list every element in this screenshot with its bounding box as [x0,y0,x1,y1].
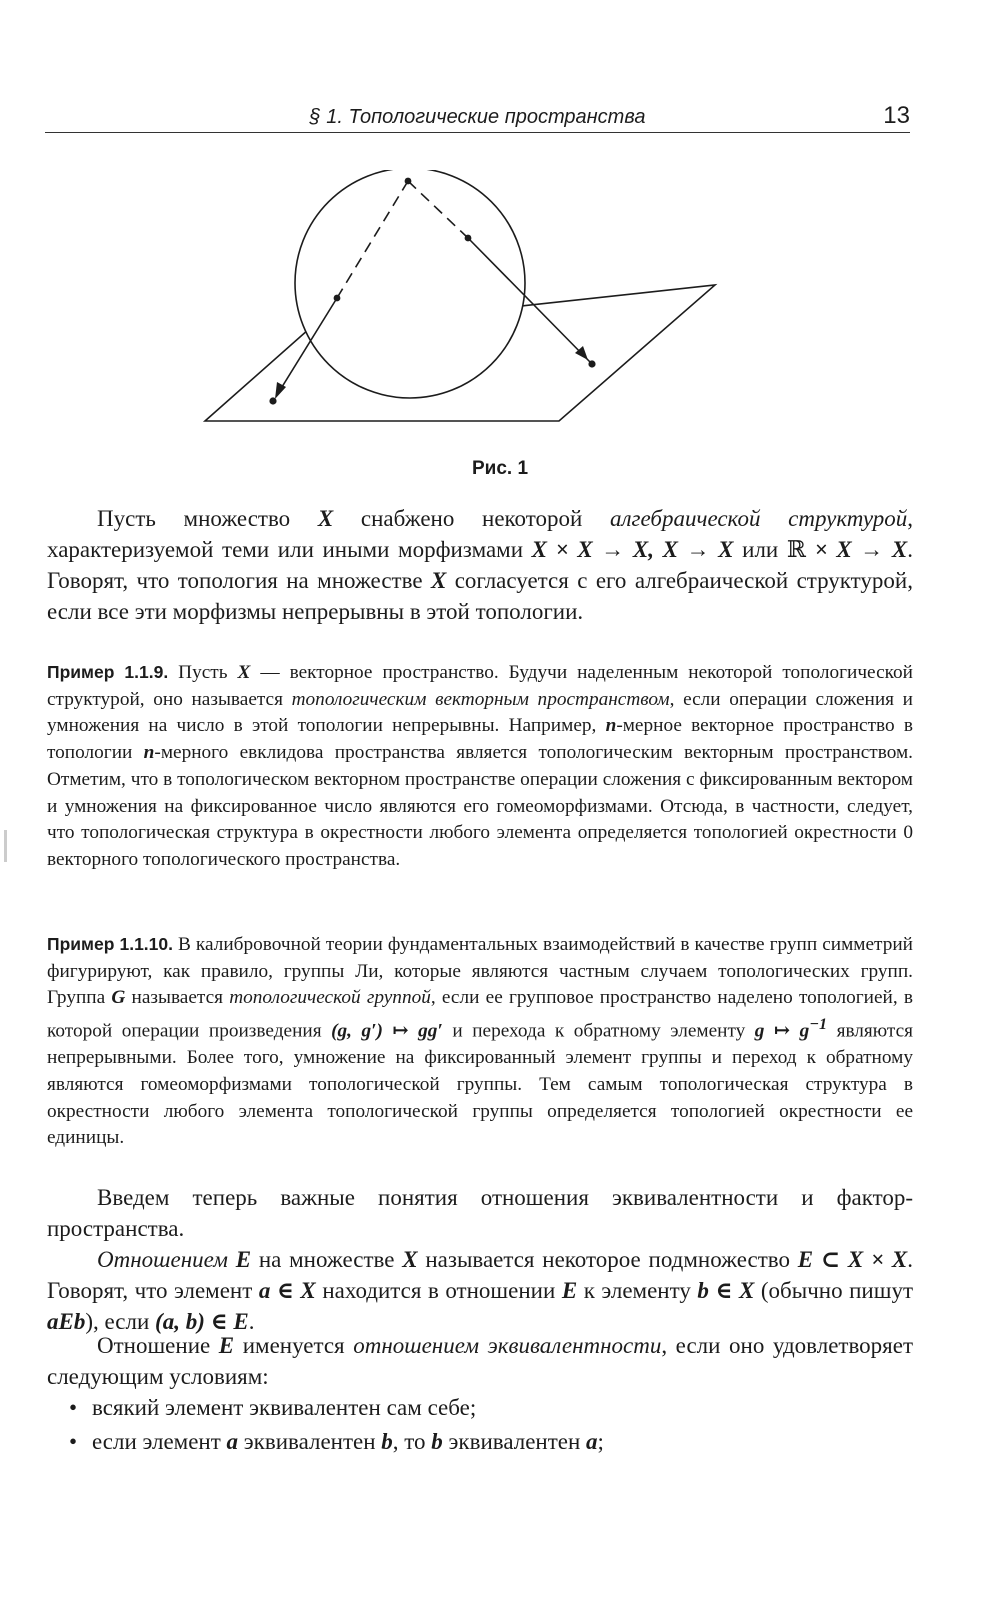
paragraph-equivalence-definition: Отношение E именуется отношением эквивалентности, если оно удовлетворяет следующим условиям: [47,1333,913,1389]
example-1-1-9: Пример 1.1.9. Пусть X — векторное пространство. Будучи наделенным некоторой топологической структурой, оно называется топологическим векторным пространством, если операции сложения и умножения на число в этой топологии непрерывны. Например, n-мерное векторное пространство в топологии n-мерного евклидова пространства является топологическим векторным пространством. Отметим, что в топологическом векторном пространстве операции сложения с фиксированным вектором и умножения на фиксированное число являются его гомеоморфизмами. Отсюда, в частности, следует, что топологическая структура в окрестности любого элемента определяется топологией окрестности 0 векторного топологического пространства. [47,662,913,870]
figure-sphere-plane [200,170,740,430]
sphere-point-left [334,295,341,302]
sphere-point-right [465,235,472,242]
plane-point-left [269,397,276,404]
example-label: Пример 1.1.10. [47,934,173,954]
plane-point-right [588,360,595,367]
paragraph-relation-definition: Отношением E на множестве X называется некоторое подмножество E ⊂ X × X. Говорят, что элемент a ∈ X находится в отношении E к элементу b ∈ X (обычно пишут aEb), если (a, b) ∈ E. [47,1247,914,1334]
section-title: § 1. Топологические пространства [309,106,646,128]
sphere-shape [295,170,525,398]
equivalence-conditions-list [47,1391,913,1459]
figure-caption: Рис. 1 [471,458,529,479]
paragraph-algebraic-structure: Пусть множество X снабжено некоторой алгебраической структурой, характеризуемой теми или иными морфизмами X × X → X, X → X или ℝ × X → X. Говорят, что топология на множестве X согласуется с его алгебраической структурой, если все эти морфизмы непрерывны в этой топологии. [47,506,913,624]
list-item: • всякий элемент эквивалентен сам себе; [47,1391,913,1425]
paragraph-intro-equivalence: Введем теперь важные понятия отношения эквивалентности и фактор-пространства. [47,1185,913,1241]
list-item: • если элемент a эквивалентен b, то b эквивалентен a; [47,1425,913,1459]
page-number: 13 [883,102,910,129]
scan-margin-mark [4,830,7,862]
running-header [45,102,910,133]
example-1-1-10: Пример 1.1.10. В калибровочной теории фундаментальных взаимодействий в качестве групп симметрий фигурируют, как правило, группы Ли, которые являются частным случаем топологических групп. Группа G называется топологической группой, если ее групповое пространство наделено топологией, в которой операции произведения (g, g′) ↦ gg′ и перехода к обратному элементу g ↦ $g^{-1}$ являются непрерывными. Более того, умножение на фиксированный элемент группы и переход к обратному являются гомеоморфизмами топологической группы. Тем самым топологическая структура в окрестности любого элемента топологической группы определяется топологией окрестности ее единицы. [47,934,914,1149]
example-label: Пример 1.1.9. [47,662,169,682]
north-pole-point [405,178,412,185]
